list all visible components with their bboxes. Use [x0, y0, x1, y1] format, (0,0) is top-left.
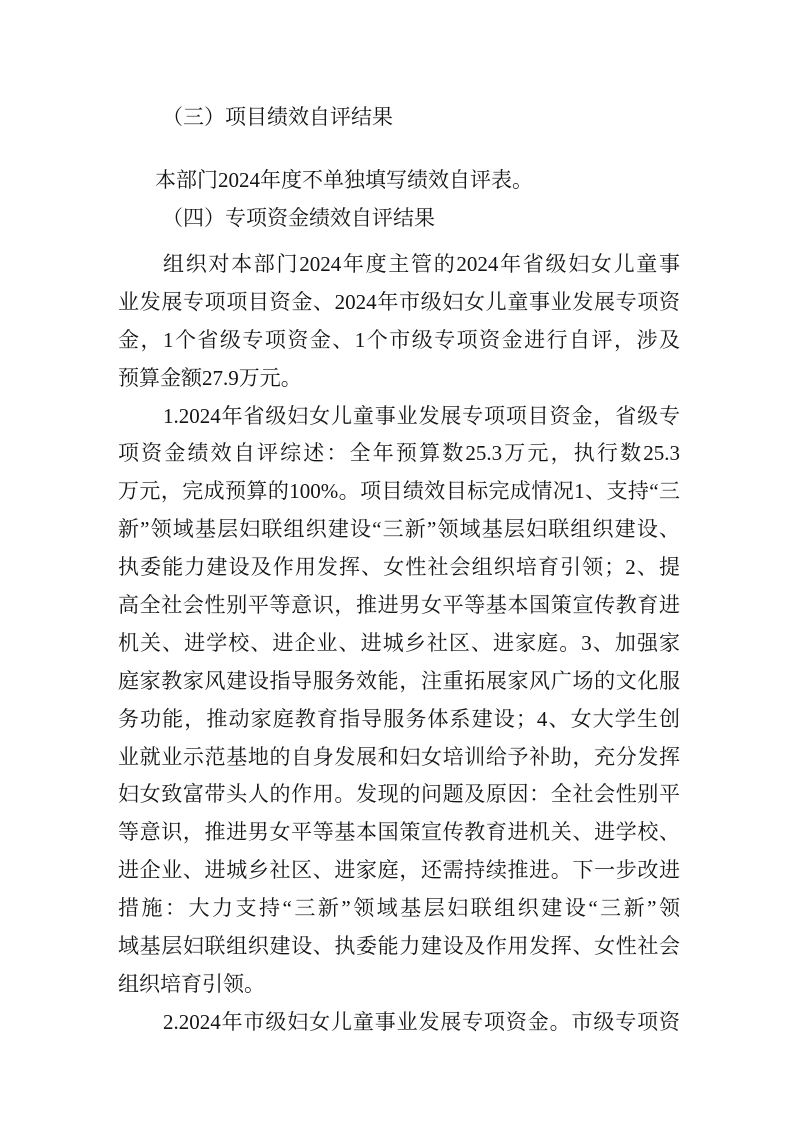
- paragraph-line: 执委能力建设及作用发挥、女性社会组织培育引领；2、提: [118, 555, 680, 580]
- paragraph-line: 庭家教家风建设指导服务效能，注重拓展家风广场的文化服: [118, 668, 680, 693]
- section-heading-project-performance: （三）项目绩效自评结果: [162, 105, 393, 129]
- paragraph-line: 业就业示范基地的自身发展和妇女培训给予补助，充分发挥: [118, 744, 680, 769]
- paragraph-line: 妇女致富带头人的作用。发现的问题及原因：全社会性别平: [118, 782, 680, 807]
- paragraph-provincial-fund: [118, 398, 680, 1004]
- paragraph-line: 预算金额27.9万元。: [118, 365, 302, 390]
- paragraph-line: 项资金绩效自评综述：全年预算数25.3万元，执行数25.3: [118, 441, 680, 466]
- paragraph-line: 域基层妇联组织建设、执委能力建设及作用发挥、女性社会: [118, 934, 680, 959]
- paragraph-line: 组织培育引领。: [118, 971, 265, 996]
- paragraph-line: 进企业、进城乡社区、进家庭，还需持续推进。下一步改进: [118, 858, 680, 883]
- paragraph-line: 1.2024年省级妇女儿童事业发展专项项目资金，省级专: [163, 403, 680, 428]
- paragraph-line: 高全社会性别平等意识，推进男女平等基本国策宣传教育进: [118, 593, 680, 618]
- document-body: [118, 246, 680, 1042]
- paragraph-line: 业发展专项项目资金、2024年市级妇女儿童事业发展专项资: [118, 289, 680, 314]
- paragraph-line: 新”领域基层妇联组织建设“三新”领域基层妇联组织建设、: [118, 517, 680, 542]
- paragraph-line: 金，1个省级专项资金、1个市级专项资金进行自评，涉及: [118, 327, 680, 352]
- paragraph-line: 机关、进学校、进企业、进城乡社区、进家庭。3、加强家: [118, 630, 680, 655]
- paragraph-line: 组织对本部门2024年度主管的2024年省级妇女儿童事: [163, 252, 680, 276]
- section-heading-special-funds: （四）专项资金绩效自评结果: [162, 206, 435, 230]
- paragraph-line: 等意识，推进男女平等基本国策宣传教育进机关、进学校、: [118, 820, 680, 845]
- paragraph-line: 务功能，推动家庭教育指导服务体系建设；4、女大学生创: [118, 706, 680, 731]
- paragraph-line: 措施：大力支持“三新”领域基层妇联组织建设“三新”领: [118, 896, 680, 921]
- paragraph-line: 2.2024年市级妇女儿童事业发展专项资金。市级专项资: [163, 1009, 680, 1034]
- paragraph-municipal-fund: [118, 1004, 680, 1042]
- paragraph-special-funds-overview: [118, 246, 680, 398]
- paragraph-line: 万元，完成预算的100%。项目绩效目标完成情况1、支持“三: [118, 479, 680, 504]
- no-self-evaluation-note: 本部门2024年度不单独填写绩效自评表。: [155, 168, 533, 192]
